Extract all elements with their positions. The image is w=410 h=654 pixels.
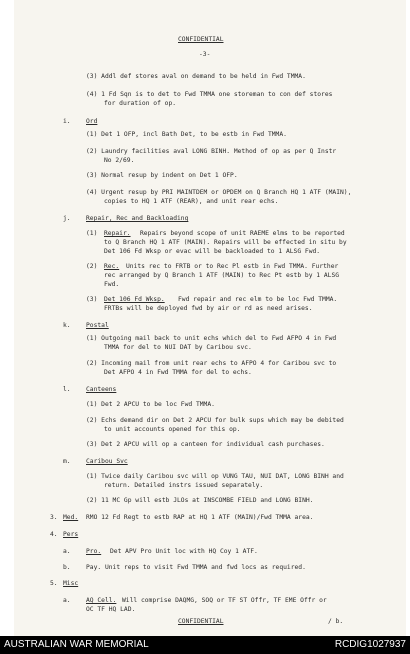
document-line: RMO 12 Fd Regt to estb RAP at HQ 1 ATF (MAIN)/Fwd TMMA area. (86, 514, 314, 521)
document-line: a. (63, 548, 71, 555)
document-line: Will comprise DAQMG, SOQ or TF ST Offr, TF EME Offr or (122, 597, 327, 604)
document-line: 5. (50, 580, 58, 587)
document-line: (2) Laundry facilities aval LONG BINH. Method of op as per Q Instr (86, 148, 337, 155)
classification-footer: CONFIDENTIAL (178, 618, 224, 625)
document-line: Postal (86, 322, 109, 329)
document-line: Canteens (86, 386, 117, 393)
document-line: (2) (86, 263, 98, 270)
document-line: (1) Twice daily Caribou svc will op VUNG TAU, NUI DAT, LONG BINH and (86, 473, 344, 480)
document-line: (3) Addl def stores aval on demand to be held in Fwd TMMA. (86, 73, 306, 80)
document-line: b. (63, 564, 71, 571)
document-line: FRTBs will be deployed fwd by air or rd as need arises. (104, 305, 313, 312)
continuation-marker: / b. (328, 618, 344, 625)
document-line: return. Detailed instrs issued separately. (104, 482, 264, 489)
document-line: Fwd. (104, 281, 120, 288)
document-line: rec arranged by Q Branch 1 ATF (MAIN) to Rec Pt estb by 1 ALSG (104, 272, 340, 279)
document-line: Det 106 Fd Wksp. (104, 296, 165, 303)
document-line: Misc (63, 580, 79, 587)
document-line: Units rec to FRTB or to Rec Pl estb in Fwd TMMA. Further (126, 263, 339, 270)
document-line: Med. (63, 514, 79, 521)
document-line: (1) Det 2 APCU to be loc Fwd TMMA. (86, 401, 215, 408)
document-line: OC TF HQ LAD. (86, 606, 136, 613)
document-line: for duration of op. (104, 100, 177, 107)
document-line: Caribou Svc (86, 458, 128, 465)
document-line: to Q Branch HQ 1 ATF (MAIN). Repairs will be effected in situ by (104, 239, 347, 246)
document-line: Pay. Unit reps to visit Fwd TMMA and fwd locs as required. (86, 564, 306, 571)
document-line: Pro. (86, 548, 102, 555)
document-line: (2) Echs demand dir on Det 2 APCU for bulk sups which may be debited (86, 417, 344, 424)
document-line: (2) Incoming mail from unit rear echs to AFPO 4 for Caribou svc to (86, 360, 337, 367)
document-line: a. (63, 597, 71, 604)
document-line: Repairs beyond scope of unit RAEME elms to be reported (140, 230, 345, 237)
document-line: (2) 11 MC Gp will estb JLOs at INSCOMBE FIELD and LONG BINH. (86, 497, 314, 504)
archive-banner (0, 636, 410, 654)
document-line: (1) Det 1 OFP, incl Bath Det, to be estb in Fwd TMMA. (86, 131, 287, 138)
document-line: (1) (86, 230, 98, 237)
document-line: (1) Outgoing mail back to unit echs which del to Fwd AFPO 4 in Fwd (86, 335, 337, 342)
document-line: (3) Normal resup by indent on Det 1 OFP. (86, 172, 238, 179)
document-line: 3. (50, 514, 58, 521)
document-line: Pers (63, 531, 79, 538)
document-line: Det 106 Fd Wksp or evac will be backloaded to 1 ALSG Fwd. (104, 248, 321, 255)
document-line: to unit accounts opened for this op. (104, 426, 241, 433)
document-line: (3) (86, 296, 98, 303)
document-line: TMMA for del to NUI DAT by Caribou svc. (104, 344, 252, 351)
document-line: k. (63, 322, 71, 329)
document-line: (4) 1 Fd Sqn is to det to Fwd TMMA one storeman to con def stores (86, 91, 333, 98)
page-number: -3- (199, 51, 211, 58)
document-line: Det AFPO 4 in Fwd TMMA for del to echs. (104, 369, 252, 376)
document-line: copies to HQ 1 ATF (REAR), and unit rear echs. (104, 198, 279, 205)
document-line: Repair, Rec and Backloading (86, 215, 189, 222)
banner-id: RCDIG1027937 (334, 639, 406, 650)
document-line: 4. (50, 531, 58, 538)
document-line: m. (63, 458, 71, 465)
banner-source: AUSTRALIAN WAR MEMORIAL (4, 639, 149, 650)
document-line: AQ Cell. (86, 597, 117, 604)
document-line: Det APV Pro Unit loc with HQ Coy 1 ATF. (110, 548, 258, 555)
document-line: Repair. (104, 230, 131, 237)
document-line: j. (63, 215, 71, 222)
document-line: Rec. (104, 263, 120, 270)
document-line: (4) Urgent resup by PRI MAINTDEM or OPDEM on Q Branch HQ 1 ATF (MAIN), (86, 189, 352, 196)
document-line: l. (63, 386, 71, 393)
document-line: No 2/69. (104, 157, 135, 164)
classification-header: CONFIDENTIAL (178, 36, 224, 43)
document-line: (3) Det 2 APCU will op a canteen for individual cash purchases. (86, 441, 325, 448)
document-line: i. (63, 118, 71, 125)
document-page (14, 0, 406, 636)
document-line: Fwd repair and rec elm to be loc Fwd TMMA. (178, 296, 338, 303)
document-line: Ord (86, 118, 98, 125)
